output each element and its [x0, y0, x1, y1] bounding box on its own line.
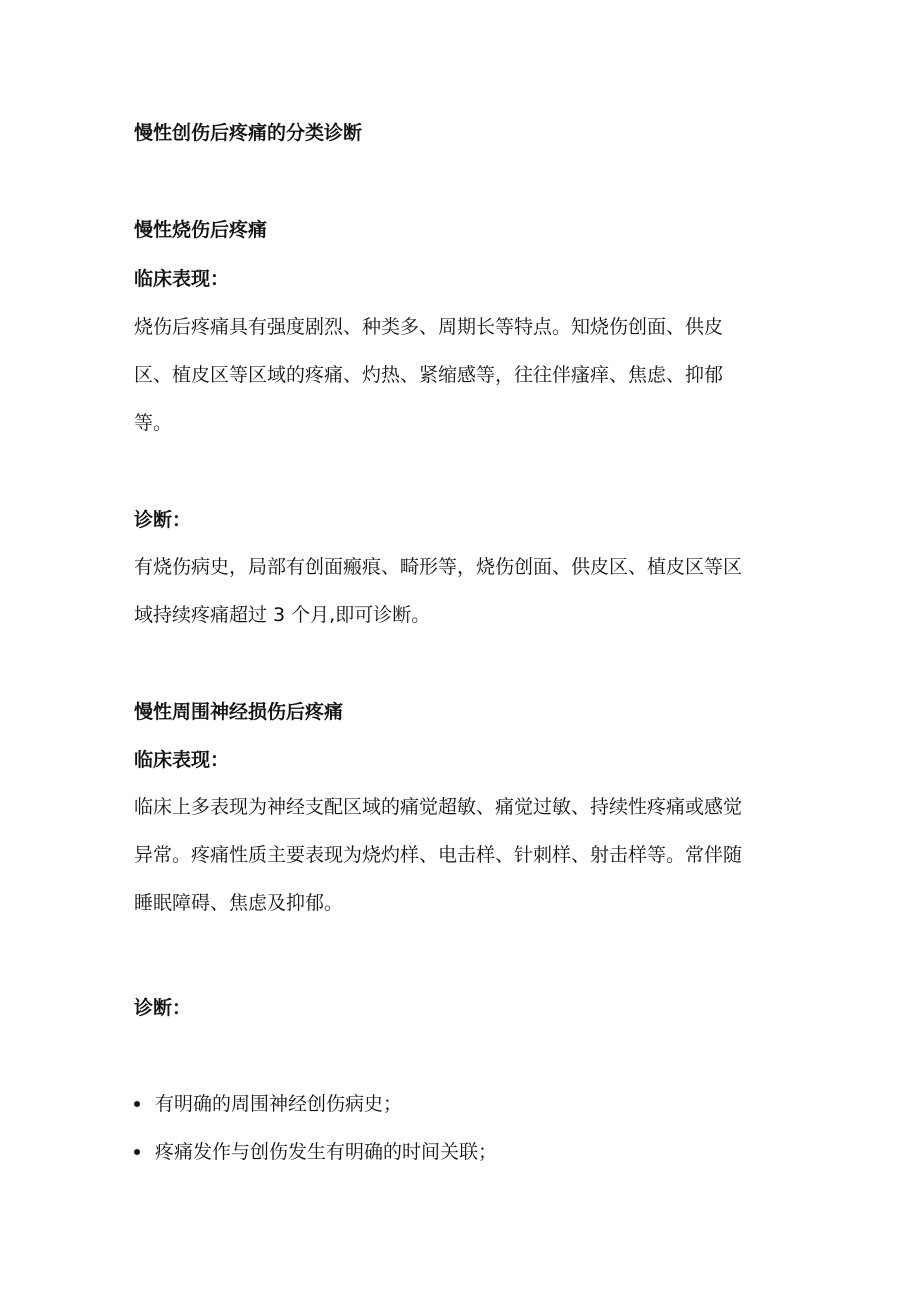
clinical-text-line: 异常。疼痛性质主要表现为烧灼样、电击样、针刺样、射击样等。常伴随: [134, 844, 743, 866]
page-title: 慢性创伤后疼痛的分类诊断: [134, 122, 363, 144]
diagnosis-label-burn: 诊断：: [134, 509, 192, 531]
bullet-text: 疼痛发作与创伤发生有明确的时间关联；: [155, 1141, 498, 1163]
clinical-label-nerve: 临床表现：: [134, 749, 230, 771]
clinical-text-line: 区、植皮区等区域的疼痛、灼热、紧缩感等，往往伴瘙痒、焦虑、抑郁: [134, 364, 724, 386]
bullet-dot-icon: [134, 1149, 140, 1155]
section-heading-burn: 慢性烧伤后疼痛: [134, 219, 268, 241]
bullet-text: 有明确的周围神经创伤病史；: [155, 1093, 403, 1115]
clinical-text-line: 等。: [134, 412, 173, 434]
bullet-dot-icon: [134, 1101, 140, 1107]
clinical-text-line: 烧伤后疼痛具有强度剧烈、种类多、周期长等特点。知烧伤创面、供皮: [134, 316, 724, 338]
diagnosis-label-nerve: 诊断：: [134, 997, 192, 1019]
clinical-label-burn: 临床表现：: [134, 268, 230, 290]
clinical-text-line: 临床上多表现为神经支配区域的痛觉超敏、痛觉过敏、持续性疼痛或感觉: [134, 796, 743, 818]
diagnosis-text-line: 域持续疼痛超过 3 个月,即可诊断。: [134, 604, 431, 626]
diagnosis-text-line: 有烧伤病史，局部有创面瘢痕、畸形等，烧伤创面、供皮区、植皮区等区: [134, 556, 743, 578]
section-heading-nerve: 慢性周围神经损伤后疼痛: [134, 701, 344, 723]
clinical-text-line: 睡眠障碍、焦虑及抑郁。: [134, 892, 344, 914]
